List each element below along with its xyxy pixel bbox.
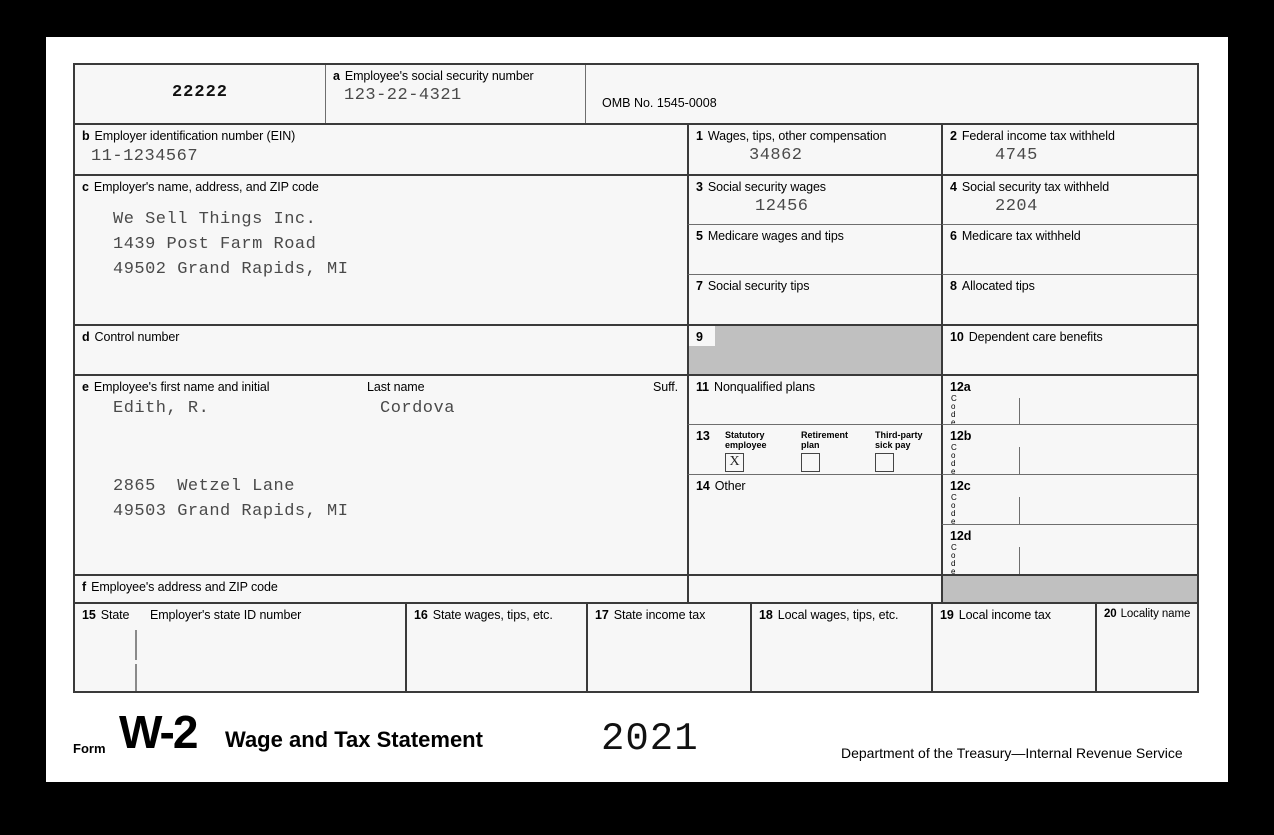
checkbox-third-party-sick-pay-label-line2: sick pay [875, 440, 911, 450]
box-1-value: 34862 [749, 146, 803, 165]
box-12c-code-letter-d: d [951, 509, 956, 518]
box-12a-code-label [951, 395, 957, 424]
form-page-sheet [46, 37, 1228, 801]
checkbox-retirement-plan-label-line2: plan [801, 440, 820, 450]
box-2-label: Federal income tax withheld [961, 129, 1115, 143]
box-8-allocated-tips[interactable] [941, 274, 1197, 324]
box-f-employee-address[interactable] [75, 574, 687, 602]
checkbox-retirement-plan-label-line1: Retirement [801, 430, 849, 440]
box-12d-code-letter-d: d [951, 559, 956, 568]
box-12b-code-letter-c: C [951, 443, 957, 452]
box-7-number: 7 [696, 279, 703, 293]
box-12c[interactable] [941, 474, 1197, 524]
box-17-number: 17 [595, 608, 609, 622]
checkbox-third-party-sick-pay[interactable] [875, 430, 923, 472]
box-4-label: Social security tax withheld [961, 180, 1110, 194]
box-8-number: 8 [950, 279, 957, 293]
box-void-code[interactable] [75, 65, 325, 123]
box-12c-number: 12c [950, 479, 971, 493]
box-c-line-3: 49502 Grand Rapids, MI [113, 260, 349, 279]
box-12d[interactable] [941, 524, 1197, 574]
box-3-label: Social security wages [707, 180, 826, 194]
box-12c-code-letter-e: e [951, 517, 956, 524]
box-9-shaded [687, 324, 941, 374]
box-19-local-income-tax[interactable] [931, 602, 1095, 691]
box-e-last-name-value: Cordova [380, 399, 455, 418]
footer-form-word: Form [73, 741, 106, 756]
box-15-state[interactable] [75, 602, 405, 691]
box-8-caption [950, 279, 1035, 293]
checkbox-statutory-employee-box[interactable]: X [725, 453, 744, 472]
box-20-label: Locality name [1120, 608, 1191, 620]
box-8-label: Allocated tips [961, 279, 1035, 293]
box-f-filler [687, 574, 941, 602]
box-e-caption [82, 380, 269, 394]
box-12b-divider [1019, 447, 1020, 474]
box-1-number: 1 [696, 129, 703, 143]
box-shaded-bottom-right [941, 574, 1197, 602]
box-6-caption [950, 229, 1081, 243]
box-20-number: 20 [1104, 608, 1117, 620]
box-b-label: Employer identification number (EIN) [94, 129, 296, 143]
box-2-number: 2 [950, 129, 957, 143]
box-6-number: 6 [950, 229, 957, 243]
box-b-value: 11-1234567 [91, 147, 199, 166]
box-7-label: Social security tips [707, 279, 810, 293]
box-12d-caption [950, 529, 971, 543]
box-c-letter: c [82, 180, 89, 194]
box-4-caption [950, 180, 1109, 194]
box-11-number: 11 [696, 380, 710, 394]
box-19-caption [940, 608, 1051, 622]
box-b-ein[interactable] [75, 123, 687, 174]
checkbox-retirement-plan[interactable] [801, 430, 848, 472]
box-f-letter: f [82, 580, 87, 594]
checkbox-statutory-employee-label-line1: Statutory [725, 430, 765, 440]
box-12c-code-letter-c: C [951, 493, 957, 502]
box-c-line-1: We Sell Things Inc. [113, 210, 317, 229]
box-17-label: State income tax [613, 608, 706, 622]
box-9-caption [696, 330, 703, 344]
box-12a-caption [950, 380, 971, 394]
box-2-caption [950, 129, 1115, 143]
footer-tax-year: 2021 [601, 717, 699, 761]
box-16-number: 16 [414, 608, 428, 622]
box-1-caption [696, 129, 886, 143]
box-5-number: 5 [696, 229, 703, 243]
box-f-label: Employee's address and ZIP code [91, 580, 278, 594]
box-14-label: Other [714, 479, 746, 493]
box-a-caption [333, 69, 534, 83]
box-18-number: 18 [759, 608, 773, 622]
box-12d-number: 12d [950, 529, 972, 543]
box-18-local-wages[interactable] [750, 602, 931, 691]
box-12b-code-label [951, 444, 957, 474]
box-5-label: Medicare wages and tips [707, 229, 844, 243]
box-14-number: 14 [696, 479, 710, 493]
box-15-label-state: State [100, 608, 130, 622]
box-16-state-wages[interactable] [405, 602, 586, 691]
box-12d-code-letter-e: e [951, 567, 956, 574]
omb-number: OMB No. 1545-0008 [602, 96, 717, 110]
box-13-checkboxes[interactable] [687, 424, 941, 474]
box-14-caption [696, 479, 745, 493]
box-6-label: Medicare tax withheld [961, 229, 1081, 243]
box-d-letter: d [82, 330, 90, 344]
box-20-caption [1104, 608, 1190, 620]
box-e-label-first: Employee's first name and initial [93, 380, 270, 394]
box-5-caption [696, 229, 844, 243]
box-12c-divider [1019, 497, 1020, 524]
box-12b-code-letter-d: d [951, 459, 956, 468]
checkbox-third-party-sick-pay-box[interactable] [875, 453, 894, 472]
box-19-label: Local income tax [958, 608, 1051, 622]
box-e-letter: e [82, 380, 89, 394]
box-6-medicare-tax[interactable] [941, 224, 1197, 274]
box-12d-divider [1019, 547, 1020, 574]
box-c-label: Employer's name, address, and ZIP code [93, 180, 319, 194]
box-12d-code-letter-o: o [951, 551, 956, 560]
box-18-label: Local wages, tips, etc. [777, 608, 899, 622]
box-e-first-name-value: Edith, R. [113, 399, 210, 418]
box-e-employee-name[interactable] [75, 374, 687, 574]
box-12a-code-letter-o: o [951, 402, 956, 411]
box-d-label: Control number [94, 330, 180, 344]
box-e-label-last: Last name [367, 380, 425, 394]
box-17-caption [595, 608, 705, 622]
box-4-value: 2204 [995, 197, 1038, 216]
checkbox-statutory-employee[interactable] [725, 430, 767, 472]
box-15-label-employer-id: Employer's state ID number [150, 608, 302, 622]
box-3-number: 3 [696, 180, 703, 194]
box-e-address-line-1: 2865 Wetzel Lane [113, 477, 295, 496]
form-footer [73, 701, 1199, 801]
box-10-number: 10 [950, 330, 964, 344]
box-e-label-suffix: Suff. [653, 380, 678, 394]
box-5-medicare-wages[interactable] [687, 224, 941, 274]
box-12a-divider [1019, 398, 1020, 424]
box-12a-code-letter-d: d [951, 410, 956, 419]
box-15-caption [82, 608, 129, 622]
box-2-value: 4745 [995, 146, 1038, 165]
box-14-other[interactable] [687, 474, 941, 574]
box-3-value: 12456 [755, 197, 809, 216]
box-13-caption [696, 429, 710, 443]
footer-form-title: Wage and Tax Statement [225, 727, 483, 752]
box-a-letter: a [333, 69, 340, 83]
box-11-caption [696, 380, 815, 394]
box-12c-code-label [951, 494, 957, 524]
box-15-number: 15 [82, 608, 96, 622]
box-12c-code-letter-o: o [951, 501, 956, 510]
box-10-label: Dependent care benefits [968, 330, 1103, 344]
box-16-caption [414, 608, 553, 622]
box-c-caption [82, 180, 319, 194]
box-a-ssn[interactable] [325, 65, 585, 123]
w2-form-grid [73, 63, 1199, 693]
box-12a-number: 12a [950, 380, 971, 394]
box-12d-code-letter-c: C [951, 543, 957, 552]
box-b-caption [82, 129, 295, 143]
box-3-ss-wages[interactable] [687, 174, 941, 224]
box-10-caption [950, 330, 1103, 344]
box-2-fed-tax[interactable] [941, 123, 1197, 174]
box-a-label: Employee's social security number [344, 69, 534, 83]
box-f-caption [82, 580, 278, 594]
box-15-divider-bottom [135, 664, 137, 691]
box-1-label: Wages, tips, other compensation [707, 129, 887, 143]
box-3-caption [696, 180, 826, 194]
box-12d-code-label [951, 544, 957, 574]
box-omb [585, 65, 1197, 123]
checkbox-statutory-employee-label-line2: employee [725, 440, 767, 450]
box-19-number: 19 [940, 608, 954, 622]
checkbox-third-party-sick-pay-label-line1: Third-party [875, 430, 923, 440]
box-12b-number: 12b [950, 429, 972, 443]
box-d-control-number[interactable] [75, 324, 687, 374]
checkbox-retirement-plan-box[interactable] [801, 453, 820, 472]
box-10-dependent-care[interactable] [941, 324, 1197, 374]
box-13-number: 13 [696, 429, 710, 443]
box-c-line-2: 1439 Post Farm Road [113, 235, 317, 254]
box-11-label: Nonqualified plans [714, 380, 816, 394]
box-b-letter: b [82, 129, 90, 143]
box-12c-caption [950, 479, 971, 493]
box-a-value: 123-22-4321 [344, 86, 462, 105]
footer-department: Department of the Treasury—Internal Revenue Service [841, 745, 1183, 761]
box-d-caption [82, 330, 179, 344]
footer-form-number: W-2 [119, 706, 197, 758]
box-c-employer[interactable] [75, 174, 687, 324]
box-15-divider-top [135, 630, 137, 660]
box-9-number: 9 [696, 330, 703, 344]
box-7-caption [696, 279, 809, 293]
box-12b-caption [950, 429, 971, 443]
footer-copy-line: Copy 1—For State, City, or Local Tax Department [73, 785, 411, 801]
box-e-address-line-2: 49503 Grand Rapids, MI [113, 502, 349, 521]
box-12b[interactable] [941, 424, 1197, 474]
void-code-value: 22222 [171, 83, 228, 102]
box-16-label: State wages, tips, etc. [432, 608, 553, 622]
box-18-caption [759, 608, 898, 622]
box-12b-code-letter-e: e [951, 467, 956, 474]
box-20-locality-name[interactable] [1095, 602, 1197, 691]
box-7-ss-tips[interactable] [687, 274, 941, 324]
box-12a[interactable] [941, 374, 1197, 424]
box-12b-code-letter-o: o [951, 451, 956, 460]
box-4-ss-tax[interactable] [941, 174, 1197, 224]
box-1-wages[interactable] [687, 123, 941, 174]
box-11-nonqualified[interactable] [687, 374, 941, 424]
box-12a-code-letter-c: C [951, 394, 957, 403]
box-4-number: 4 [950, 180, 957, 194]
box-12a-code-letter-e: e [951, 418, 956, 424]
box-17-state-income-tax[interactable] [586, 602, 750, 691]
